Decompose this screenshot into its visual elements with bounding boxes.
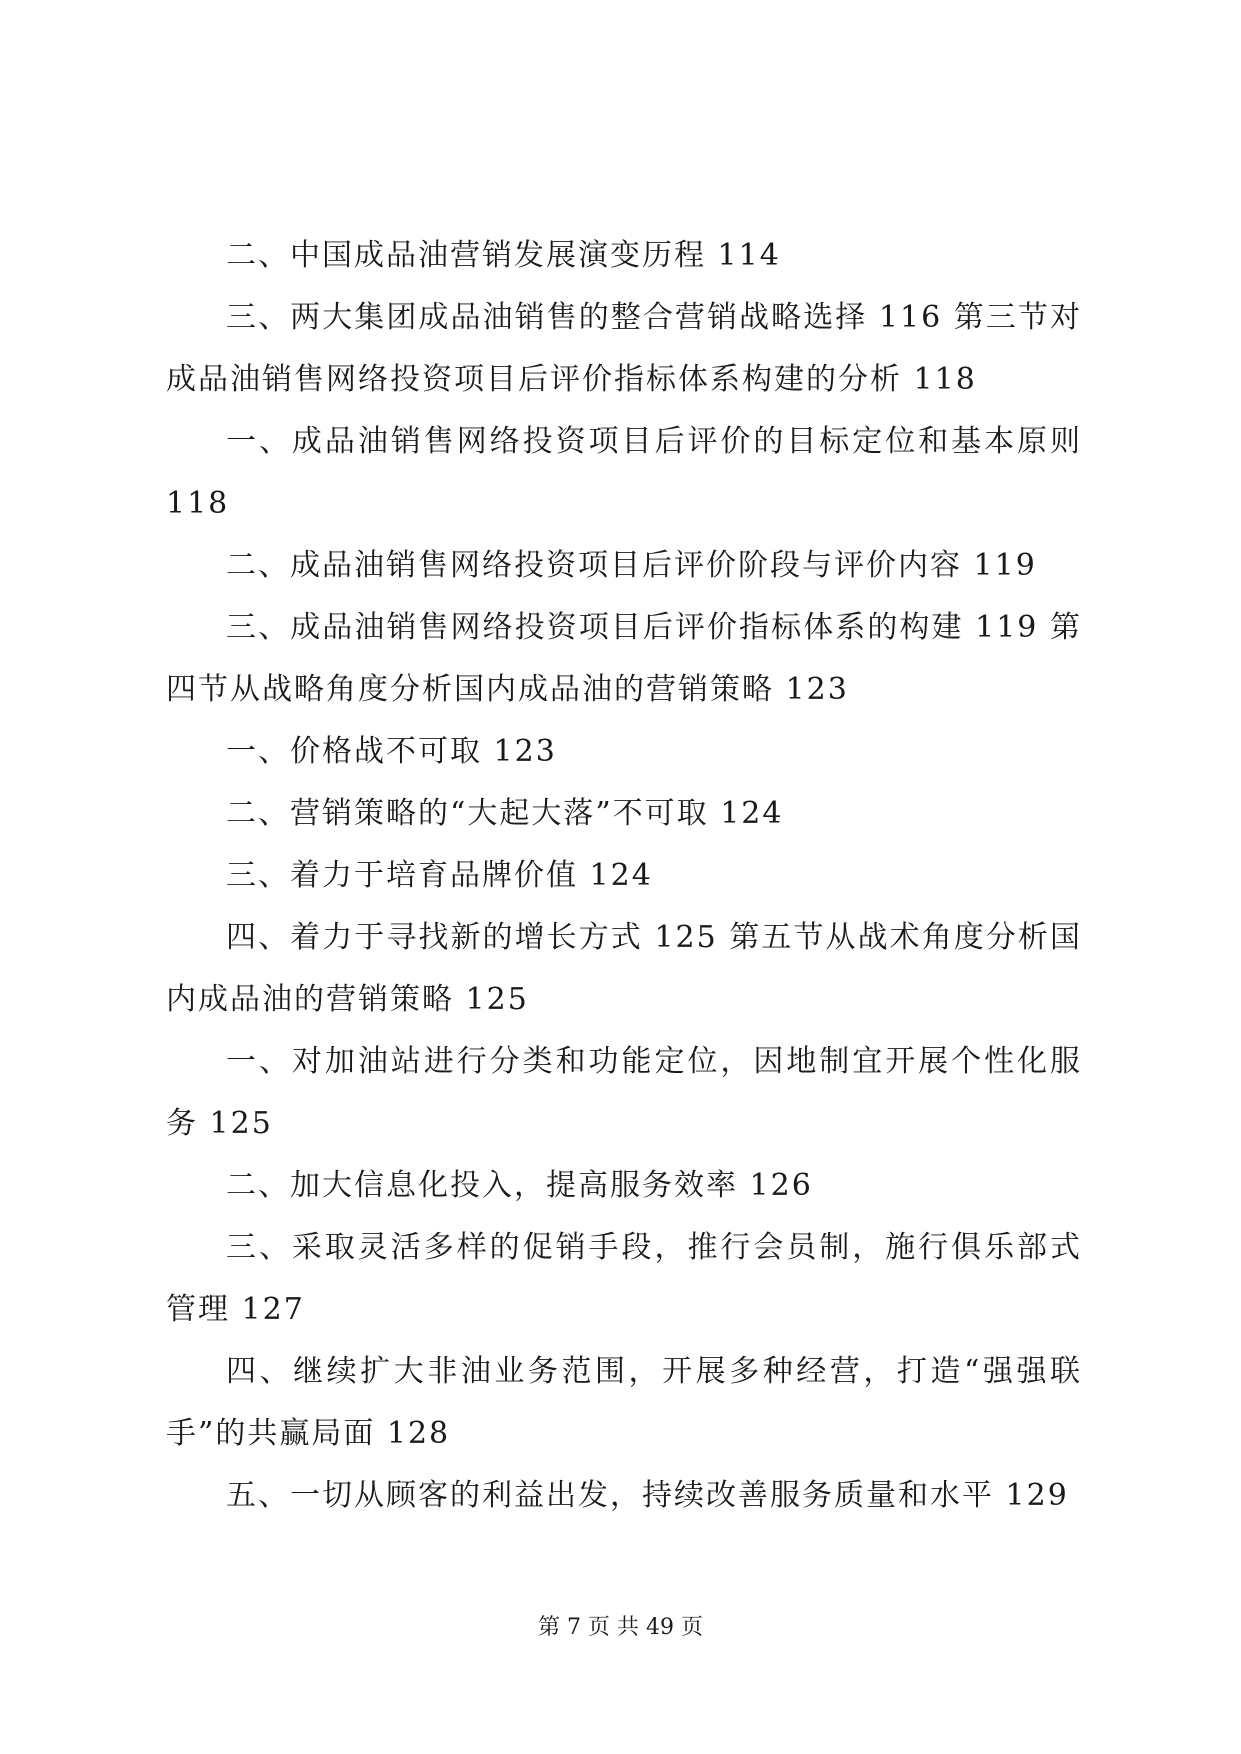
toc-entry: 四、继续扩大非油业务范围，开展多种经营，打造“强强联手”的共赢局面 128	[166, 1354, 1082, 1451]
toc-entry: 三、采取灵活多样的促销手段，推行会员制，施行俱乐部式管理 127	[166, 1230, 1082, 1327]
toc-entry: 三、成品油销售网络投资项目后评价指标体系的构建 119 第四节从战略角度分析国内成品油的营销策略 123	[166, 610, 1082, 707]
toc-entry: 四、着力于寻找新的增长方式 125 第五节从战术角度分析国内成品油的营销策略 125	[166, 920, 1082, 1017]
toc-entry: 二、中国成品油营销发展演变历程 114	[226, 238, 781, 273]
toc-entry: 五、一切从顾客的利益出发，持续改善服务质量和水平 129	[226, 1478, 1069, 1513]
toc-entry: 二、营销策略的“大起大落”不可取 124	[226, 796, 784, 831]
document-body	[166, 225, 1082, 1527]
toc-entry: 三、两大集团成品油销售的整合营销战略选择 116 第三节对成品油销售网络投资项目后评价指标体系构建的分析 118	[166, 300, 1082, 397]
toc-entry: 三、着力于培育品牌价值 124	[226, 858, 653, 893]
toc-entry: 一、成品油销售网络投资项目后评价的目标定位和基本原则 118	[166, 424, 1082, 521]
toc-entry: 二、成品油销售网络投资项目后评价阶段与评价内容 119	[226, 548, 1037, 583]
page-number-footer: 第 7 页 共 49 页	[538, 1615, 703, 1640]
toc-entry: 一、价格战不可取 123	[226, 734, 557, 769]
toc-entry: 一、对加油站进行分类和功能定位，因地制宜开展个性化服务 125	[166, 1044, 1082, 1141]
toc-entry: 二、加大信息化投入，提高服务效率 126	[226, 1168, 813, 1203]
